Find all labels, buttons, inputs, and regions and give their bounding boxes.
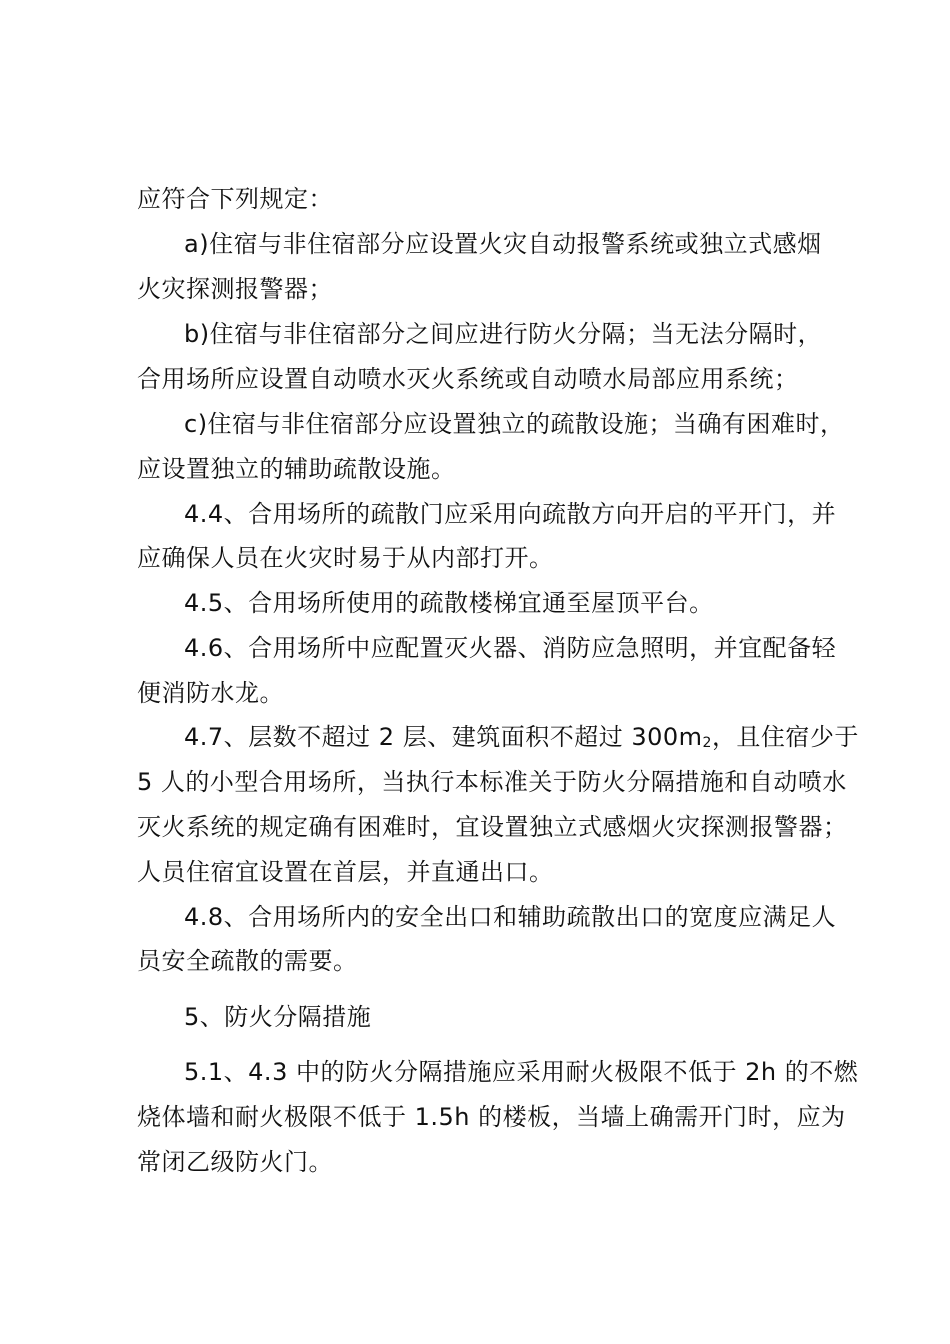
text-line: a)住宿与非住宿部分应设置火灾自动报警系统或独立式感烟	[184, 230, 822, 258]
text-line: 灭火系统的规定确有困难时，宜设置独立式感烟火灾探测报警器；	[137, 813, 848, 841]
text-line: b)住宿与非住宿部分之间应进行防火分隔；当无法分隔时，	[184, 320, 823, 348]
text-line: c)住宿与非住宿部分应设置独立的疏散设施；当确有困难时，	[184, 410, 845, 438]
text-line: 5 人的小型合用场所，当执行本标准关于防火分隔措施和自动喷水	[137, 768, 847, 796]
text-line: 便消防水龙。	[137, 679, 284, 707]
text-line: 5.1、4.3 中的防火分隔措施应采用耐火极限不低于 2h 的不燃	[184, 1058, 859, 1086]
text-line	[184, 722, 859, 758]
text-line: 4.5、合用场所使用的疏散楼梯宜通至屋顶平台。	[184, 589, 714, 617]
text-line: 4.6、合用场所中应配置灭火器、消防应急照明，并宜配备轻	[184, 634, 837, 662]
text-line: 应符合下列规定：	[137, 185, 333, 213]
text-line: 4.4、合用场所的疏散门应采用向疏散方向开启的平开门，并	[184, 500, 837, 528]
text-line: 员安全疏散的需要。	[137, 947, 358, 975]
text-line: 烧体墙和耐火极限不低于 1.5h 的楼板，当墙上确需开门时，应为	[137, 1103, 846, 1131]
section-heading: 5、防火分隔措施	[184, 1003, 372, 1031]
text-line: 合用场所应设置自动喷水灭火系统或自动喷水局部应用系统；	[137, 365, 799, 393]
text-line: 应确保人员在火灾时易于从内部打开。	[137, 544, 554, 572]
text-line: 应设置独立的辅助疏散设施。	[137, 455, 456, 483]
text-segment: 4.7、层数不超过 2 层、建筑面积不超过 300m	[184, 723, 703, 751]
text-segment: ，且住宿少于	[711, 723, 859, 751]
text-line: 4.8、合用场所内的安全出口和辅助疏散出口的宽度应满足人	[184, 903, 837, 931]
superscript-unit: 2	[702, 735, 712, 751]
text-line: 人员住宿宜设置在首层，并直通出口。	[137, 858, 554, 886]
text-line: 火灾探测报警器；	[137, 275, 333, 303]
text-line: 常闭乙级防火门。	[137, 1148, 333, 1176]
